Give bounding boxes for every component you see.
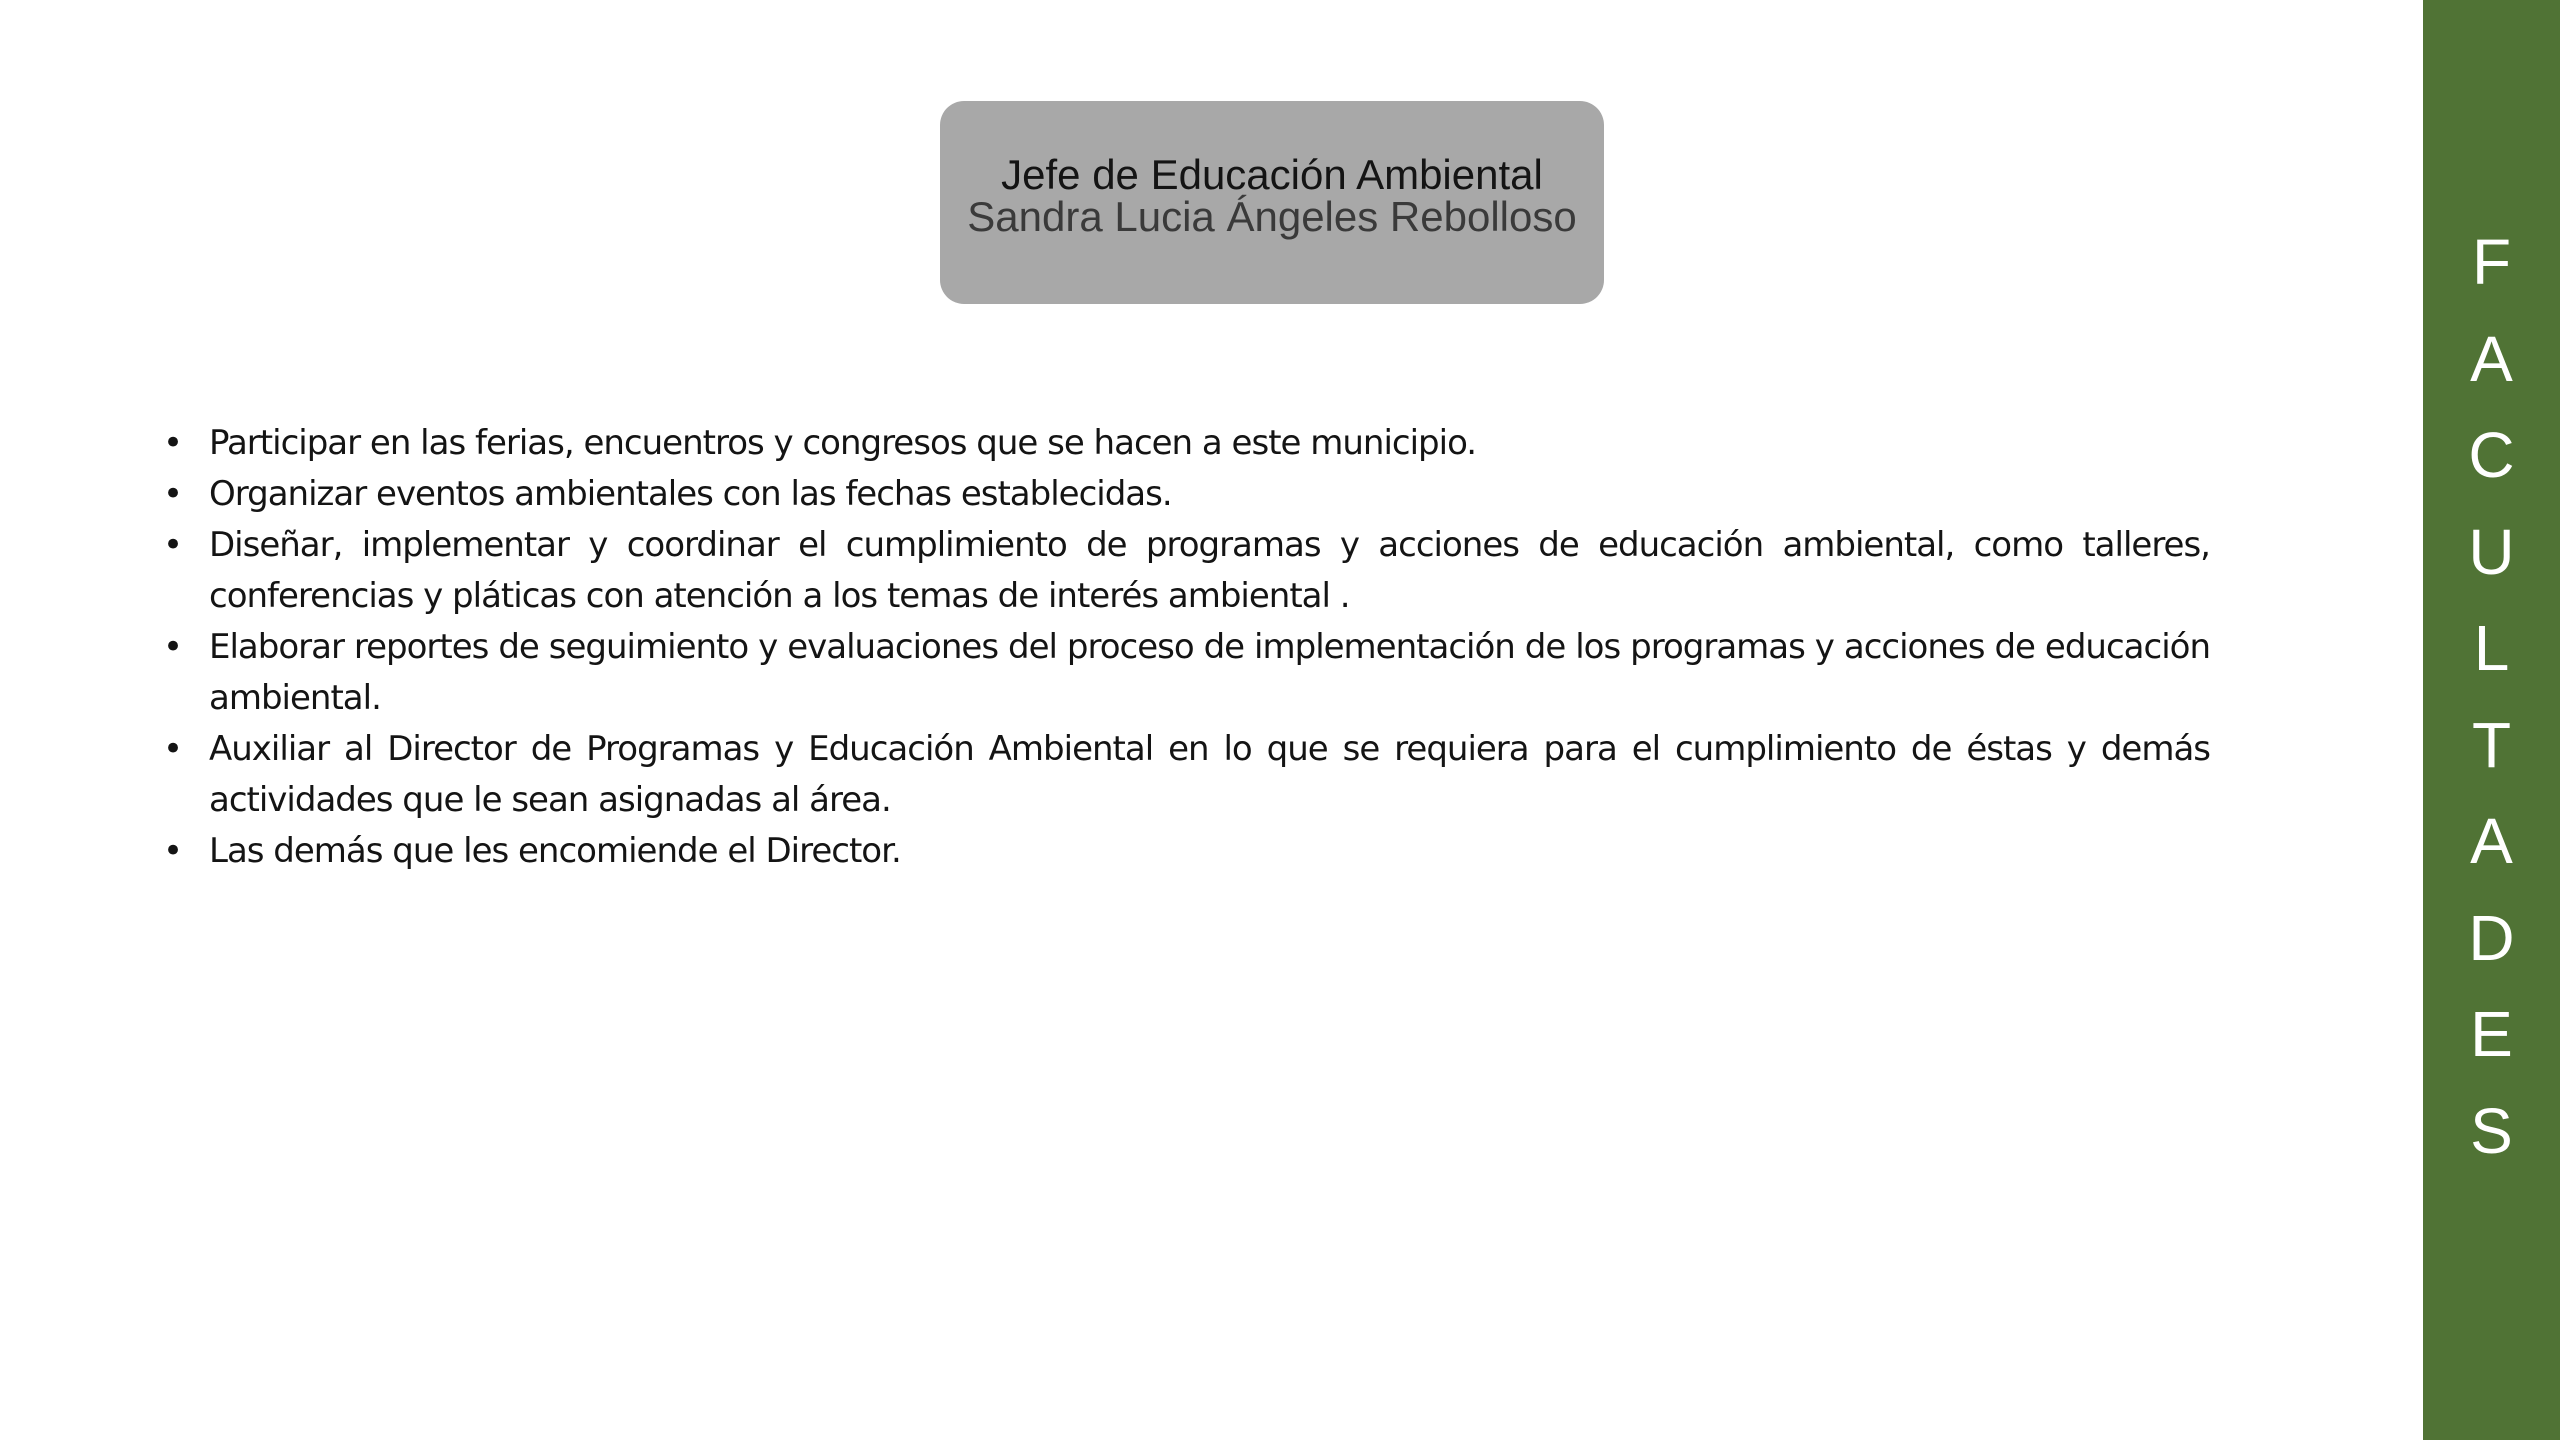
sidebar-letter: D — [2468, 901, 2515, 974]
sidebar-letter: A — [2470, 322, 2513, 395]
bullet-icon: • — [163, 525, 183, 565]
list-item — [155, 826, 2210, 877]
list-item — [155, 469, 2210, 520]
bullet-icon: • — [163, 627, 183, 667]
sidebar-letter: E — [2470, 998, 2513, 1070]
section-title-vertical — [2423, 214, 2560, 1179]
person-name: Sandra Lucia Ángeles Rebolloso — [967, 192, 1577, 240]
list-item — [155, 418, 2210, 469]
sidebar-letter: U — [2468, 515, 2515, 588]
sidebar-letter: F — [2471, 226, 2512, 298]
job-title: Jefe de Educación Ambiental — [1001, 150, 1543, 198]
sidebar-letter: C — [2468, 419, 2515, 491]
sidebar-letter: T — [2471, 708, 2512, 781]
duty-text: Auxiliar al Director de Programas y Educación Ambiental en lo que se requiera para el cumplimiento de éstas y demás actividades que le sean asignadas al área. — [209, 729, 2210, 820]
duty-text: Organizar eventos ambientales con las fechas establecidas. — [209, 474, 1172, 514]
section-sidebar — [2423, 0, 2560, 1440]
sidebar-letter: L — [2473, 612, 2510, 684]
bullet-icon: • — [163, 474, 183, 514]
duty-text: Las demás que les encomiende el Director. — [209, 831, 901, 871]
duties-list — [155, 418, 2210, 877]
bullet-icon: • — [163, 423, 183, 463]
duty-text: Elaborar reportes de seguimiento y evaluaciones del proceso de implementación de los programas y acciones de educación ambiental. — [209, 627, 2210, 718]
list-item — [155, 520, 2210, 622]
sidebar-letter: S — [2470, 1094, 2513, 1167]
bullet-icon: • — [163, 729, 183, 769]
bullet-icon: • — [163, 831, 183, 871]
list-item — [155, 622, 2210, 724]
duty-text: Diseñar, implementar y coordinar el cumplimiento de programas y acciones de educación ambiental, como talleres, conferencias y pláticas con atención a los temas de interés ambiental . — [209, 525, 2210, 616]
duty-text: Participar en las ferias, encuentros y congresos que se hacen a este municipio. — [209, 423, 1477, 463]
sidebar-letter: A — [2470, 805, 2513, 877]
list-item — [155, 724, 2210, 826]
title-box — [940, 101, 1604, 304]
